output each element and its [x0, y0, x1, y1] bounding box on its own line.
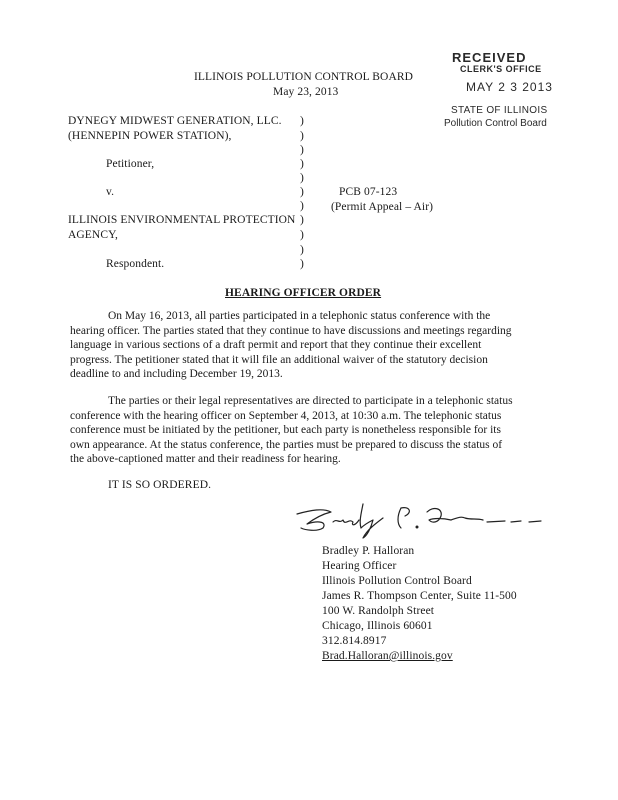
paragraph-line: On May 16, 2013, all parties participated in a telephonic status conference with the: [108, 310, 491, 322]
signer-phone: 312.814.8917: [322, 635, 387, 647]
caption-bracket: ): [300, 214, 304, 226]
caption-bracket: ): [300, 186, 304, 198]
caption-bracket: ): [300, 229, 304, 241]
caption-bracket: ): [300, 115, 304, 127]
caption-bracket: ): [300, 130, 304, 142]
respondent-agency: AGENCY,: [68, 229, 119, 241]
respondent-name: ILLINOIS ENVIRONMENTAL PROTECTION: [68, 214, 296, 226]
order-title: HEARING OFFICER ORDER: [225, 287, 382, 299]
closing-statement: IT IS SO ORDERED.: [108, 479, 212, 491]
petitioner-station: (HENNEPIN POWER STATION),: [68, 130, 232, 142]
signer-title: Hearing Officer: [322, 560, 397, 572]
caption-bracket: ): [300, 172, 304, 184]
paragraph-line: progress. The petitioner stated that it will file an additional waiver of the statutory decision: [70, 353, 488, 366]
signature-image: [293, 500, 548, 540]
petitioner-role: Petitioner,: [106, 158, 155, 170]
stamp-date: MAY 2 3 2013: [466, 80, 553, 94]
signer-address-1: James R. Thompson Center, Suite 11-500: [322, 590, 517, 602]
stamp-received: RECEIVED: [452, 50, 527, 65]
caption-bracket: ): [300, 144, 304, 156]
signer-city: Chicago, Illinois 60601: [322, 620, 433, 632]
paragraph-line: conference with the hearing officer on September 4, 2013, at 10:30 a.m. The telephonic status: [70, 409, 502, 422]
signer-organization: Illinois Pollution Control Board: [322, 575, 472, 587]
stamp-board: Pollution Control Board: [444, 118, 547, 129]
case-number: PCB 07-123: [339, 186, 398, 198]
caption-bracket: ): [300, 258, 304, 270]
paragraph-directive: [70, 394, 513, 467]
caption-bracket: ): [300, 158, 304, 170]
stamp-clerks-office: CLERK'S OFFICE: [460, 64, 542, 74]
signer-name: Bradley P. Halloran: [322, 545, 415, 557]
paragraph-line: the above-captioned matter and their readiness for hearing.: [70, 453, 341, 466]
paragraph-status: [70, 309, 512, 382]
board-name: ILLINOIS POLLUTION CONTROL BOARD: [194, 71, 414, 83]
paragraph-line: deadline to and including December 19, 2013.: [70, 368, 283, 381]
caption-bracket: ): [300, 244, 304, 256]
paragraph-line: language in various sections of a draft permit and report that they continue their excellent: [70, 339, 482, 352]
petitioner-name: DYNEGY MIDWEST GENERATION, LLC.: [68, 115, 282, 127]
signer-address-2: 100 W. Randolph Street: [322, 605, 435, 617]
caption-bracket: ): [300, 200, 304, 212]
paragraph-line: own appearance. At the status conference, the parties must be prepared to discuss the status of: [70, 438, 503, 451]
paragraph-line: The parties or their legal representatives are directed to participate in a telephonic status: [108, 395, 513, 407]
paragraph-line: hearing officer. The parties stated that they continue to have discussions and meetings regarding: [70, 324, 512, 337]
signer-email-link[interactable]: Brad.Halloran@illinois.gov: [322, 650, 453, 662]
stamp-state: STATE OF ILLINOIS: [451, 105, 548, 116]
respondent-role: Respondent.: [106, 258, 165, 270]
versus: v.: [106, 186, 115, 198]
paragraph-line: conference must be initiated by the petitioner, but each party is nonetheless responsible for its: [70, 424, 501, 437]
order-date: May 23, 2013: [273, 86, 339, 98]
case-type: (Permit Appeal – Air): [331, 201, 434, 213]
